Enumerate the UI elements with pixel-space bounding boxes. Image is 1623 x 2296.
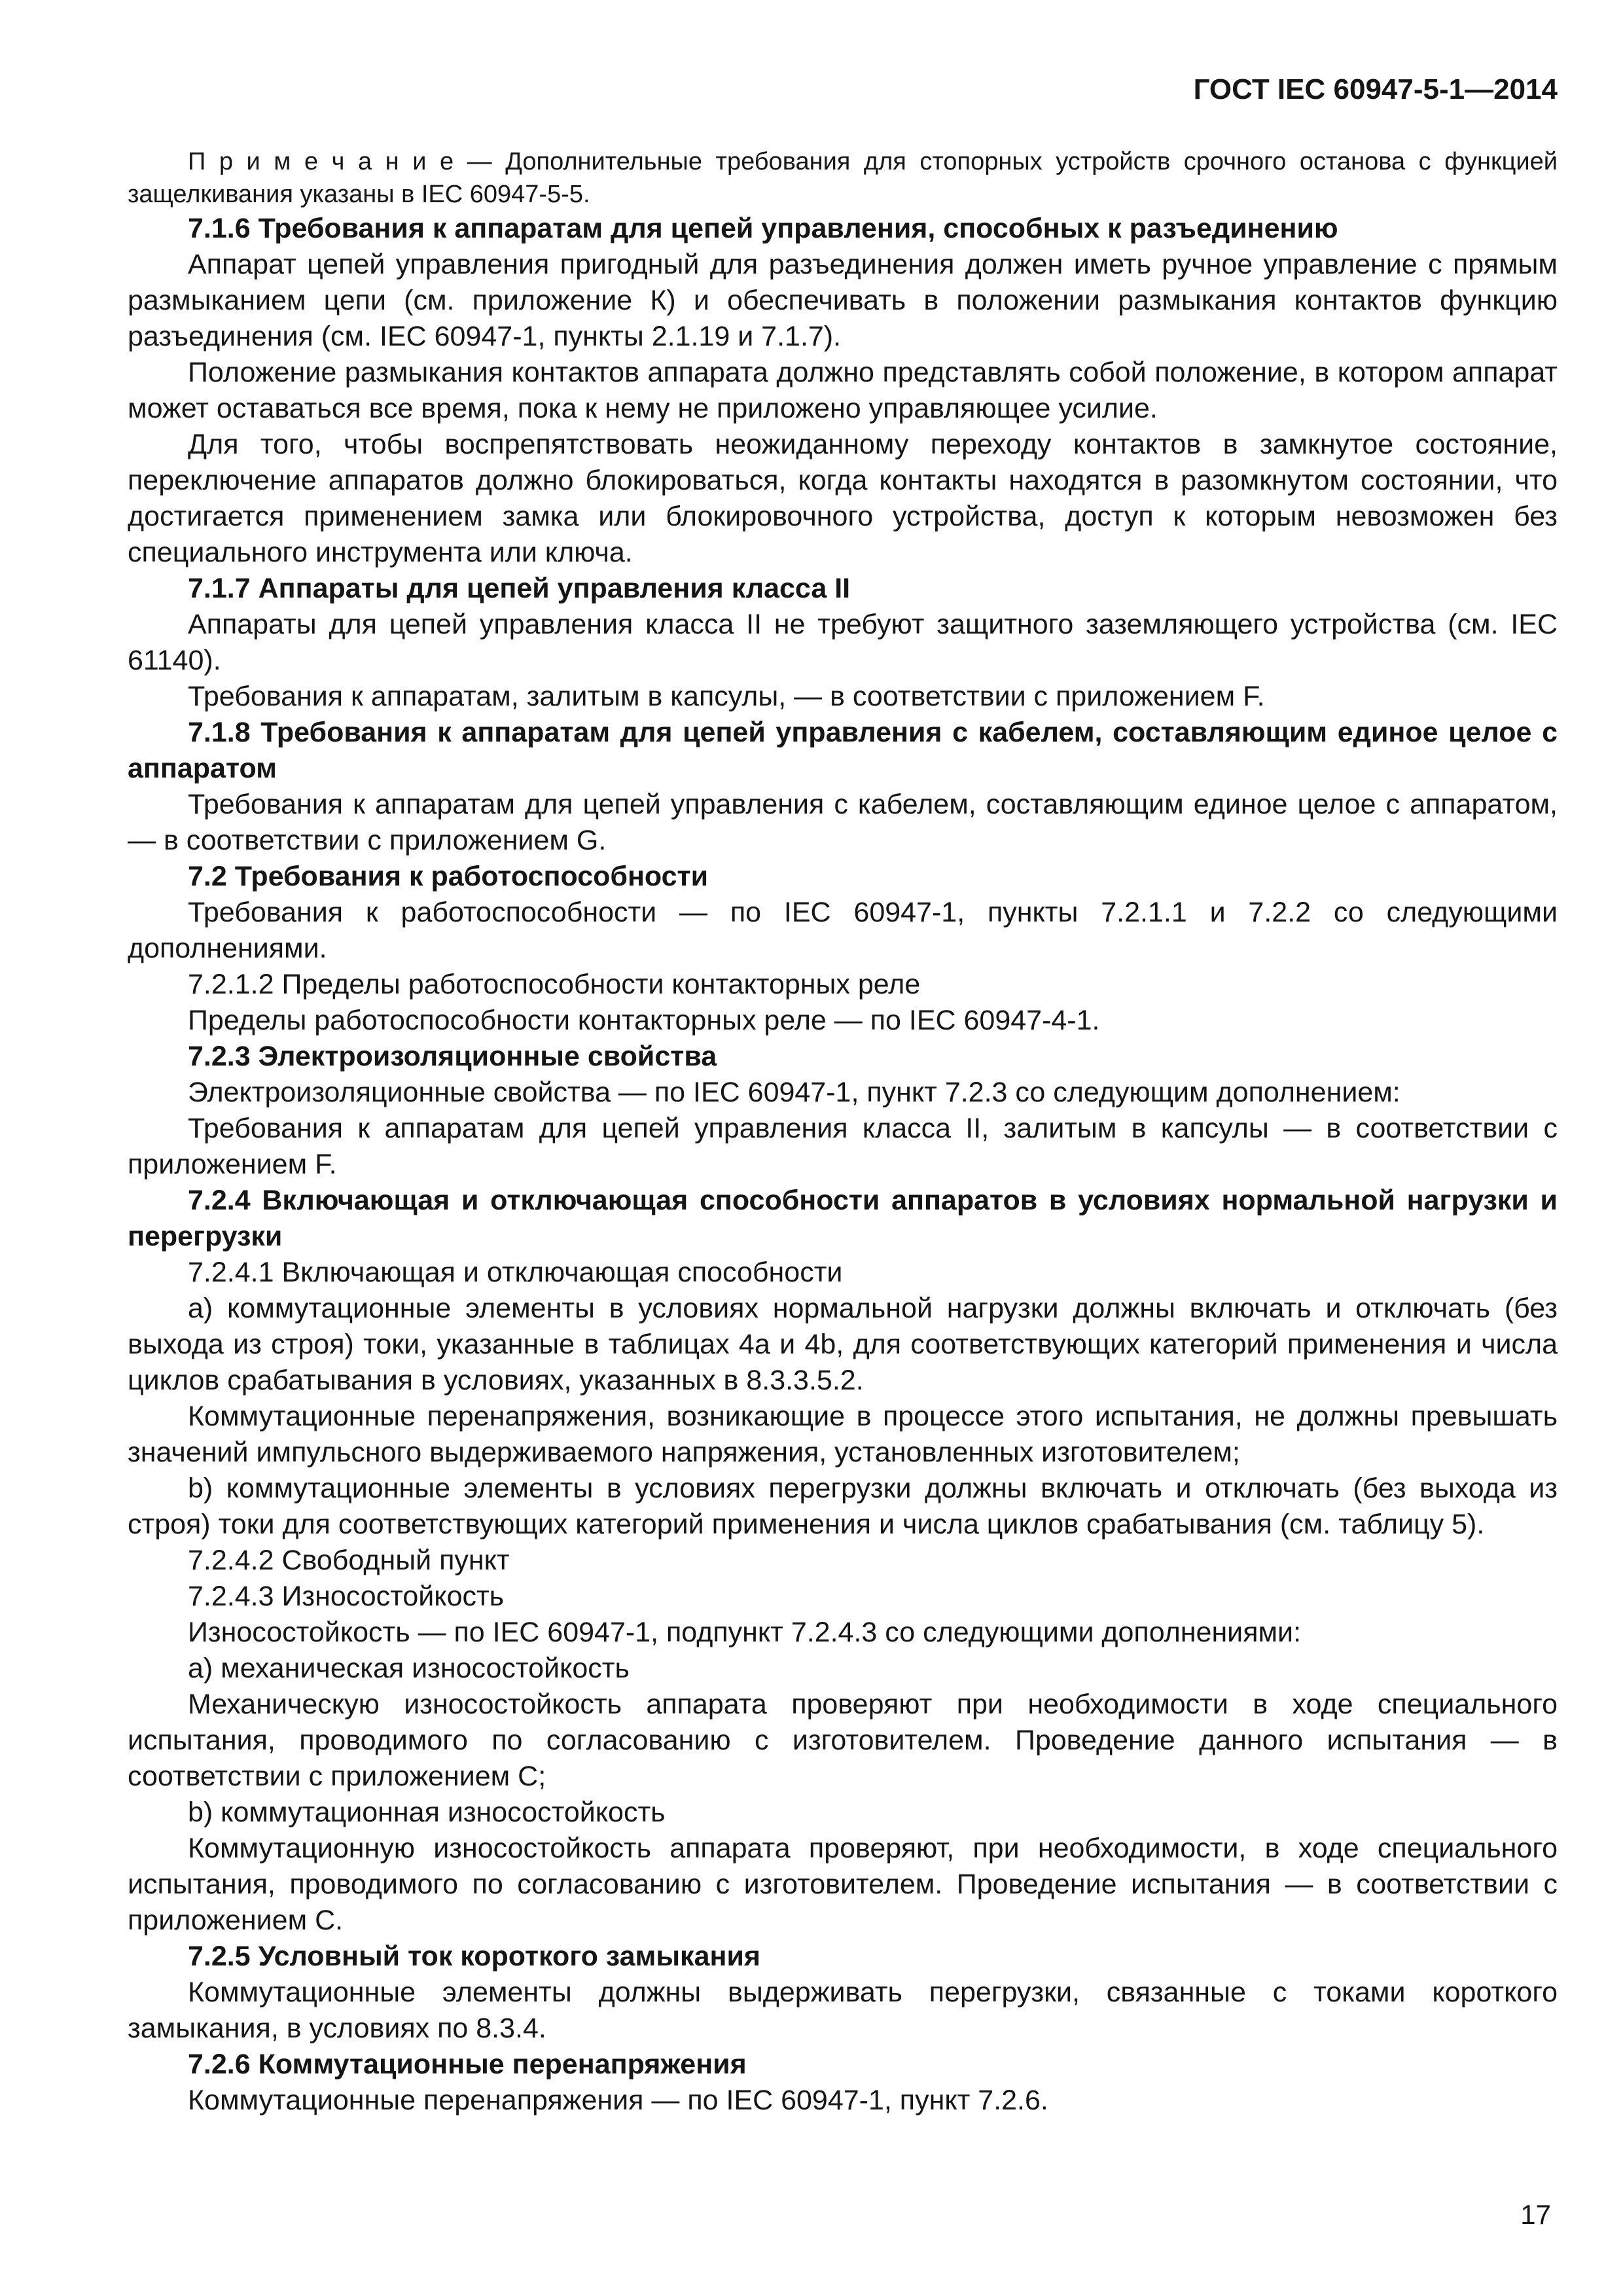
body-paragraph: 7.2.4.2 Свободный пункт	[188, 1545, 510, 1576]
body-paragraph: Аппарат цепей управления пригодный для разъединения должен иметь ручное управление с прямым размыканием цепи (см. приложение К) и обеспечивать в положении размыкания контактов функцию разъединения (см. IEC 60947-1, пункты 2.1.19 и 7.1.7).	[128, 249, 1558, 352]
document-body	[128, 145, 1558, 2119]
body-paragraph: b) коммутационные элементы в условиях перегрузки должны включать и отключать (без выхода из строя) токи для соответствующих категорий применения и числа циклов срабатывания (см. таблицу 5).	[128, 1473, 1558, 1540]
section-heading: 7.2.5 Условный ток короткого замыкания	[188, 1941, 760, 1972]
body-paragraph: 7.2.1.2 Пределы работоспособности контакторных реле	[188, 969, 921, 1000]
section-heading: 7.1.7 Аппараты для цепей управления класса II	[188, 573, 851, 604]
page-number: 17	[1520, 2199, 1551, 2230]
section-heading: 7.2.3 Электроизоляционные свойства	[188, 1041, 717, 1072]
body-paragraph: Требования к аппаратам для цепей управления класса II, залитым в капсулы — в соответствии с приложением F.	[128, 1113, 1558, 1180]
section-heading: 7.2.6 Коммутационные перенапряжения	[188, 2049, 747, 2080]
body-paragraph: Требования к аппаратам для цепей управления с кабелем, составляющим единое целое с аппаратом, — в соответствии с приложением G.	[128, 789, 1558, 856]
body-paragraph: Положение размыкания контактов аппарата должно представлять собой положение, в котором аппарат может оставаться все время, пока к нему не приложено управляющее усилие.	[128, 357, 1558, 424]
body-paragraph: a) механическая износостойкость	[188, 1653, 630, 1684]
body-paragraph: b) коммутационная износостойкость	[188, 1797, 666, 1828]
body-paragraph: Требования к работоспособности — по IEC 60947-1, пункты 7.2.1.1 и 7.2.2 со следующими дополнениями.	[128, 897, 1558, 964]
section-heading: 7.2 Требования к работоспособности	[188, 861, 709, 892]
body-paragraph: 7.2.4.1 Включающая и отключающая способности	[188, 1257, 843, 1288]
body-paragraph: a) коммутационные элементы в условиях нормальной нагрузки должны включать и отключать (без выхода из строя) токи, указанные в таблицах 4a и 4b, для соответствующих категорий применения и числа циклов срабатывания в условиях, указанных в 8.3.3.5.2.	[128, 1293, 1558, 1396]
body-paragraph: Коммутационную износостойкость аппарата проверяют, при необходимости, в ходе специального испытания, проводимого по согласованию с изготовителем. Проведение испытания — в соответствии с приложением C.	[128, 1833, 1558, 1936]
body-paragraph: Требования к аппаратам, залитым в капсулы, — в соответствии с приложением F.	[188, 681, 1265, 712]
body-paragraph: Коммутационные перенапряжения, возникающие в процессе этого испытания, не должны превышать значений импульсного выдерживаемого напряжения, установленных изготовителем;	[128, 1401, 1558, 1468]
body-paragraph: Пределы работоспособности контакторных реле — по IEC 60947-4-1.	[188, 1005, 1100, 1036]
document-header-title: ГОСТ IEC 60947-5-1—2014	[1193, 73, 1558, 105]
body-paragraph: Аппараты для цепей управления класса II не требуют защитного заземляющего устройства (см. IEC 61140).	[128, 609, 1558, 676]
body-paragraph: Для того, чтобы воспрепятствовать неожиданному переходу контактов в замкнутое состояние, переключение аппаратов должно блокироваться, когда контакты находятся в разомкнутом состоянии, что достигается применением замка или блокировочного устройства, доступ к которым невозможен без специального инструмента или ключа.	[128, 429, 1558, 568]
section-heading: 7.1.6 Требования к аппаратам для цепей управления, способных к разъединению	[188, 213, 1338, 244]
body-paragraph: Электроизоляционные свойства — по IEC 60947-1, пункт 7.2.3 со следующим дополнением:	[188, 1077, 1400, 1108]
note-paragraph: П р и м е ч а н и е — Дополнительные требования для стопорных устройств срочного останова с функцией защелкивания указаны в IEC 60947-5-5.	[128, 148, 1558, 208]
section-heading: 7.2.4 Включающая и отключающая способности аппаратов в условиях нормальной нагрузки и перегрузки	[128, 1185, 1558, 1252]
body-paragraph: Коммутационные элементы должны выдерживать перегрузки, связанные с токами короткого замыкания, в условиях по 8.3.4.	[128, 1977, 1558, 2044]
body-paragraph: 7.2.4.3 Износостойкость	[188, 1581, 505, 1612]
body-paragraph: Износостойкость — по IEC 60947-1, подпункт 7.2.4.3 со следующими дополнениями:	[188, 1617, 1302, 1648]
body-paragraph: Механическую износостойкость аппарата проверяют при необходимости в ходе специального испытания, проводимого по согласованию с изготовителем. Проведение данного испытания — в соответствии с приложением C;	[128, 1689, 1558, 1792]
body-paragraph: Коммутационные перенапряжения — по IEC 60947-1, пункт 7.2.6.	[188, 2085, 1048, 2116]
section-heading: 7.1.8 Требования к аппаратам для цепей управления с кабелем, составляющим единое целое с аппаратом	[128, 717, 1558, 784]
